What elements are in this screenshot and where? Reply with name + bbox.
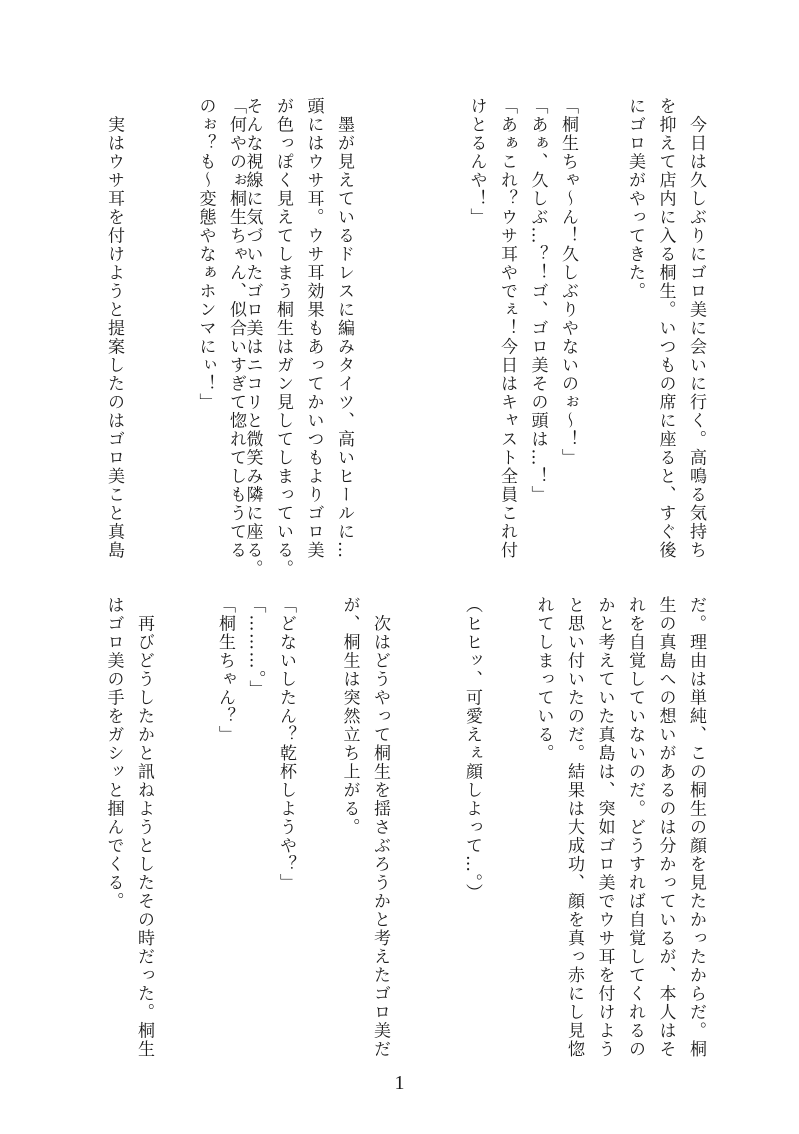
- page-number: 1: [394, 1072, 405, 1094]
- text-line: 再びどうしたかと訊ねようとしたその時だった。桐生: [134, 596, 154, 1059]
- text-line: そんな視線に気づいたゴロ美はニコリと微笑み隣に座る。: [242, 97, 263, 578]
- dialogue-2: [190, 97, 251, 560]
- text-line: 「どないしたん？乾杯しようや？」: [276, 596, 296, 892]
- monologue: [457, 596, 488, 902]
- text-line: 「何やのぉ桐生ちゃん、似合いすぎて惚れてしもうてる: [226, 97, 246, 560]
- text-line: 今日は久しぶりにゴロ美に会いに行く。高鳴る気持ち: [686, 97, 706, 560]
- text-line: 「あぁ、久しぶ…？！ゴ、ゴロ美その頭は…！」: [527, 97, 548, 504]
- text-line: だ。理由は単純、この桐生の顔を見たかったからだ。桐: [686, 596, 706, 1059]
- text-line: にゴロ美がやってきた。: [625, 97, 645, 301]
- text-line: 「桐生ちゃ〜ん！久しぶりやないのぉ〜！」: [558, 97, 578, 467]
- text-line: 「あぁこれ？ウサ耳やでぇ！今日はキャスト全員これ付: [497, 97, 517, 560]
- paragraph-4: [334, 596, 395, 1059]
- text-line: が色っぽく見えてしまう桐生はガン見してしまっている。: [273, 97, 293, 578]
- text-line: 生の真島への想いがあるのは分かっているが、本人はそ: [655, 596, 676, 1059]
- text-line: はゴロ美の手をガシッと掴んでくる。: [103, 596, 124, 911]
- text-line: のぉ？も〜変態やなぁホンマにぃ！」: [195, 97, 216, 412]
- text-line: （ヒヒッ、可愛えぇ顔しよって…。）: [462, 596, 482, 902]
- paragraph-2: [237, 97, 359, 578]
- text-line: れてしまっている。: [533, 596, 554, 763]
- dialogue-1: [461, 97, 583, 560]
- text-line: と思い付いたのだ。結果は大成功、顔を真っ赤にし見惚: [564, 596, 584, 1059]
- text-line: 「桐生ちゃん？」: [215, 596, 235, 744]
- text-line: 墨が見えているドレスに編みタイツ、高いヒールに…: [334, 97, 354, 560]
- text-line: が、桐生は突然立ち上がる。: [339, 596, 360, 837]
- text-line: 「………。」: [245, 596, 266, 699]
- paragraph-3b: [528, 596, 711, 1059]
- text-line: 頭にはウサ耳。ウサ耳効果もあってかいつもよりゴロ美: [303, 97, 324, 560]
- text-line: れを自覚していないのだ。どうすれば自覚してくれるの: [625, 596, 645, 1059]
- paragraph-5: [98, 596, 159, 1059]
- text-line: 次はどうやって桐生を揺さぶろうかと考えたゴロ美だ: [370, 596, 390, 1059]
- text-line: かと考えていた真島は、突如ゴロ美でウサ耳を付けよう: [594, 596, 615, 1059]
- text-line: を抑えて店内に入る桐生。いつもの席に座ると、すぐ後: [655, 97, 676, 560]
- dialogue-3: [210, 596, 302, 892]
- paragraph-1: [620, 97, 712, 560]
- text-line: けとるんや！」: [466, 97, 487, 227]
- paragraph-3a: [99, 97, 130, 560]
- text-line: 実はウサ耳を付けようと提案したのはゴロ美こと真島: [104, 97, 124, 560]
